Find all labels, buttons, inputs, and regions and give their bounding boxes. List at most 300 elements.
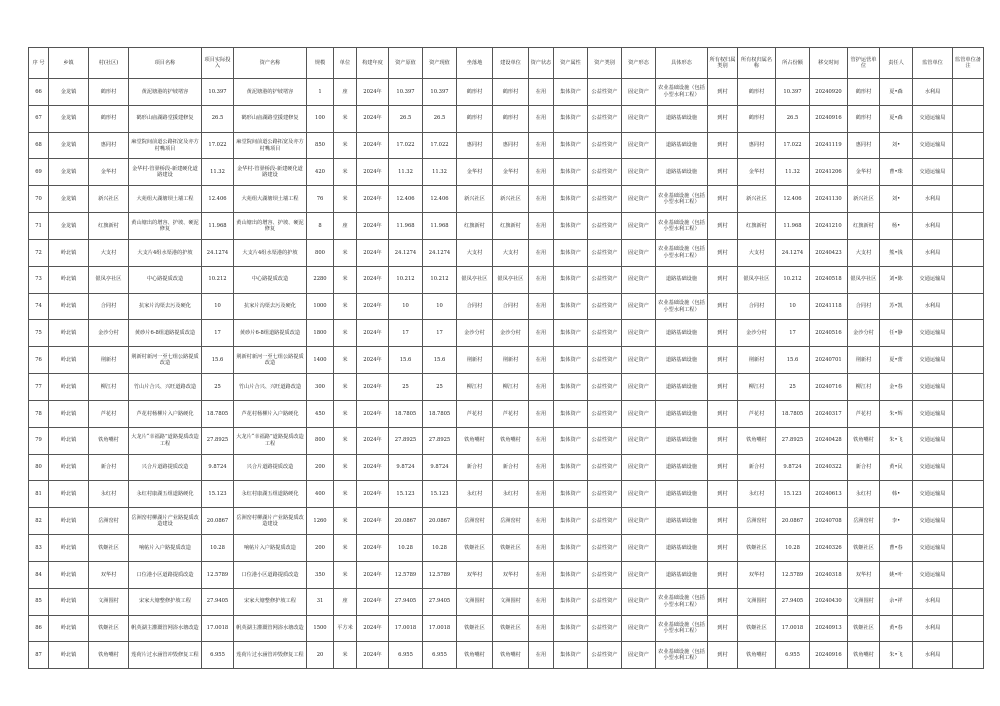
table-cell: 金华村-管驿桥段-新建硬化道路建设	[129, 159, 202, 186]
table-cell: 2280	[307, 266, 334, 293]
table-cell: 到村	[708, 454, 738, 481]
table-cell: 米	[334, 347, 357, 374]
table-cell: 米	[334, 320, 357, 347]
table-cell: 2024年	[357, 79, 389, 106]
table-cell: 芦花村	[457, 400, 493, 427]
table-cell: 到村	[708, 293, 738, 320]
table-cell: 在用	[529, 508, 554, 535]
table-cell: 水利局	[913, 213, 953, 240]
table-cell: 公益性资产	[588, 293, 622, 320]
table-cell: 帆英湖主灌溉管网浴水塘改造	[234, 615, 307, 642]
table-cell: 金龙镇	[49, 105, 89, 132]
table-cell: 银凤亭社区	[493, 266, 529, 293]
table-cell: 17	[389, 320, 423, 347]
table-cell: 新兴社区	[493, 186, 529, 213]
table-cell: 在用	[529, 320, 554, 347]
table-cell: 10.28	[202, 535, 234, 562]
table-cell: 集体资产	[554, 588, 588, 615]
table-cell: 18.7805	[202, 400, 234, 427]
table-cell: 金华村	[457, 159, 493, 186]
table-cell: 铁姬社区	[493, 535, 529, 562]
table-cell: 20241119	[810, 132, 848, 159]
table-cell: 铁姬社区	[738, 535, 776, 562]
column-header: 项目实际投入	[202, 48, 234, 79]
table-cell: 100	[307, 105, 334, 132]
table-cell: 20241210	[810, 213, 848, 240]
table-cell: 座	[334, 588, 357, 615]
table-cell: 农业基础设施（包括小型水利工程）	[656, 239, 708, 266]
table-cell: 75	[29, 320, 49, 347]
table-cell: 70	[29, 186, 49, 213]
column-header: 规模	[307, 48, 334, 79]
table-cell	[953, 588, 984, 615]
table-cell	[953, 239, 984, 266]
table-cell: 集体资产	[554, 186, 588, 213]
table-cell: 银凤亭社区	[89, 266, 129, 293]
table-cell: 300	[307, 374, 334, 401]
table-cell: 新兴社区	[89, 186, 129, 213]
table-cell: 12.406	[202, 186, 234, 213]
table-cell: 73	[29, 266, 49, 293]
table-cell: 固定资产	[622, 266, 656, 293]
table-cell: 帆英湖主灌溉管网浴水塘改造	[129, 615, 202, 642]
table-cell	[953, 79, 984, 106]
table-cell: 24.1274	[202, 239, 234, 266]
table-cell: 交通运输局	[913, 374, 953, 401]
table-body	[29, 79, 984, 669]
table-cell: 在用	[529, 400, 554, 427]
table-cell: 新合村	[848, 454, 880, 481]
table-cell: 15.123	[202, 481, 234, 508]
table-cell: 银凤亭社区	[848, 266, 880, 293]
table-cell: 24.1274	[389, 239, 423, 266]
table-cell: 固定资产	[622, 508, 656, 535]
table-cell: 78	[29, 400, 49, 427]
table-cell: 水利局	[913, 186, 953, 213]
table-cell: 2024年	[357, 561, 389, 588]
table-cell: 固定资产	[622, 535, 656, 562]
table-cell: 20240423	[810, 239, 848, 266]
table-cell: 25	[776, 374, 810, 401]
table-cell: 8	[307, 213, 334, 240]
table-cell: 25	[389, 374, 423, 401]
table-cell: 固定资产	[622, 239, 656, 266]
table-cell: 集体资产	[554, 642, 588, 669]
table-cell: 12.5789	[202, 561, 234, 588]
table-cell: 双华村	[89, 561, 129, 588]
table-cell: 岭北镇	[49, 481, 89, 508]
table-cell: 道路基础设施	[656, 266, 708, 293]
table-cell: 20240516	[810, 320, 848, 347]
table-row	[29, 615, 984, 642]
table-cell: 在用	[529, 642, 554, 669]
table-cell: 岳洲窑村柳湖片产业路提质改造建设	[234, 508, 307, 535]
table-cell: 15.123	[423, 481, 457, 508]
table-cell: 10	[389, 293, 423, 320]
table-cell: 金龙镇	[49, 132, 89, 159]
table-cell: 永红村	[457, 481, 493, 508]
table-cell: 集体资产	[554, 615, 588, 642]
table-cell: 在用	[529, 239, 554, 266]
table-cell: 水利局	[913, 615, 953, 642]
table-cell: 金龙镇	[49, 186, 89, 213]
table-cell: 柳江村	[738, 374, 776, 401]
table-row	[29, 508, 984, 535]
table-cell: 在用	[529, 374, 554, 401]
table-cell: 17.022	[202, 132, 234, 159]
table-cell: 水利局	[913, 79, 953, 106]
table-cell: 杨•	[880, 213, 913, 240]
table-cell: 苏•凯	[880, 293, 913, 320]
table-cell: 道路基础设施	[656, 454, 708, 481]
table-cell: 铁角嘴村	[738, 642, 776, 669]
table-cell: 交通运输局	[913, 400, 953, 427]
table-cell: 公益性资产	[588, 427, 622, 454]
table-cell: 到村	[708, 427, 738, 454]
table-cell: 集体资产	[554, 266, 588, 293]
table-cell: 76	[29, 347, 49, 374]
table-row	[29, 400, 984, 427]
table-cell: 2024年	[357, 374, 389, 401]
table-cell	[953, 132, 984, 159]
table-cell: 20240430	[810, 588, 848, 615]
table-row	[29, 427, 984, 454]
table-cell: 莲荷片过水涵管冲毁修复工程	[129, 642, 202, 669]
table-cell: 200	[307, 535, 334, 562]
table-cell: 黄•春	[880, 615, 913, 642]
table-cell: 集体资产	[554, 159, 588, 186]
table-cell: 12.406	[389, 186, 423, 213]
table-cell: 在用	[529, 481, 554, 508]
table-cell: 双华村	[738, 561, 776, 588]
table-cell: 岳洲窑村柳湖片产业路提质改造建设	[129, 508, 202, 535]
table-cell: 中心路提质改造	[129, 266, 202, 293]
table-cell: 27.9405	[423, 588, 457, 615]
table-cell: 金沙分村	[89, 320, 129, 347]
table-cell: 米	[334, 239, 357, 266]
table-cell: 荆新村	[738, 347, 776, 374]
table-cell: 柳江村	[89, 374, 129, 401]
table-cell: 米	[334, 132, 357, 159]
table-cell: 2024年	[357, 159, 389, 186]
table-cell: 固定资产	[622, 561, 656, 588]
table-cell: 公益性资产	[588, 320, 622, 347]
table-cell: 2024年	[357, 400, 389, 427]
table-cell: 朱•飞	[880, 642, 913, 669]
table-cell: 宋家大塘整修护坡工程	[129, 588, 202, 615]
table-cell: 27.9405	[776, 588, 810, 615]
table-cell: 铁姬社区	[738, 615, 776, 642]
table-row	[29, 293, 984, 320]
table-cell: 在用	[529, 105, 554, 132]
table-cell: 道路基础设施	[656, 159, 708, 186]
table-cell: 交通运输局	[913, 427, 953, 454]
table-cell: 18.7805	[389, 400, 423, 427]
table-cell: 黄砂片6-8组道路提质改造	[129, 320, 202, 347]
table-cell: 在用	[529, 588, 554, 615]
table-cell: 20241130	[810, 186, 848, 213]
table-cell: 岭北镇	[49, 454, 89, 481]
table-cell: 集体资产	[554, 105, 588, 132]
column-header: 项目名称	[129, 48, 202, 79]
table-cell: 集体资产	[554, 320, 588, 347]
table-cell: 27.9405	[389, 588, 423, 615]
table-cell: 双华村	[457, 561, 493, 588]
table-cell: 6.955	[202, 642, 234, 669]
table-cell: 24.1274	[423, 239, 457, 266]
table-cell: 公益性资产	[588, 239, 622, 266]
table-row	[29, 266, 984, 293]
table-cell: 交通运输局	[913, 454, 953, 481]
table-cell: 固定资产	[622, 642, 656, 669]
table-cell: 米	[334, 186, 357, 213]
table-cell: 在用	[529, 213, 554, 240]
column-header: 所有权归属名称	[738, 48, 776, 79]
table-cell: 芦花村杨柳片入户路硬化	[234, 400, 307, 427]
column-header: 所占份额	[776, 48, 810, 79]
table-row	[29, 642, 984, 669]
table-cell: 鹤形村	[493, 105, 529, 132]
table-cell: 农业基础设施（包括小型水利工程）	[656, 79, 708, 106]
table-cell: 17	[423, 320, 457, 347]
table-cell: 公益性资产	[588, 508, 622, 535]
table-cell: 18.7805	[423, 400, 457, 427]
table-cell: 红旗新村	[738, 213, 776, 240]
table-cell: 农业基础设施（包括小型水利工程）	[656, 213, 708, 240]
table-cell: 余•祥	[880, 588, 913, 615]
table-cell: 鹤形村	[457, 105, 493, 132]
table-cell: 公益性资产	[588, 454, 622, 481]
table-cell: 集体资产	[554, 347, 588, 374]
table-cell: 曹•珠	[880, 159, 913, 186]
table-cell	[953, 320, 984, 347]
table-cell: 铁姬社区	[848, 615, 880, 642]
table-cell: 竹山片合兴、兴旺道路改造	[234, 374, 307, 401]
column-header: 监管单位备注	[953, 48, 984, 79]
table-cell: 鹤形山庙湖路堂援建修复	[129, 105, 202, 132]
table-cell: 新合村	[493, 454, 529, 481]
table-cell: 交通运输局	[913, 561, 953, 588]
table-cell: 10.212	[389, 266, 423, 293]
table-cell: 铁角嘴村	[738, 427, 776, 454]
table-cell: 固定资产	[622, 320, 656, 347]
table-cell: 公益性资产	[588, 481, 622, 508]
table-cell: 岭北镇	[49, 508, 89, 535]
table-cell: 到村	[708, 239, 738, 266]
table-cell: 到村	[708, 186, 738, 213]
table-cell: 道路基础设施	[656, 508, 708, 535]
table-cell: 抗家片沟渠去污及硬化	[129, 293, 202, 320]
table-cell: 27.8925	[389, 427, 423, 454]
table-cell	[953, 454, 984, 481]
table-cell: 芦花村	[89, 400, 129, 427]
table-cell: 岳洲窑村	[457, 508, 493, 535]
table-cell: 水利局	[913, 642, 953, 669]
column-header: 坐落地	[457, 48, 493, 79]
table-cell: 20.0867	[776, 508, 810, 535]
table-cell: 到村	[708, 588, 738, 615]
table-cell: 集体资产	[554, 454, 588, 481]
table-cell: 12.5789	[776, 561, 810, 588]
table-cell: 77	[29, 374, 49, 401]
table-cell: 荆新村	[457, 347, 493, 374]
table-cell: 米	[334, 642, 357, 669]
table-cell: 在用	[529, 132, 554, 159]
table-cell: 到村	[708, 132, 738, 159]
table-cell: 6.955	[389, 642, 423, 669]
table-cell: 12.406	[776, 186, 810, 213]
table-cell: 17.0018	[423, 615, 457, 642]
table-cell: 20240326	[810, 535, 848, 562]
table-cell: 15.6	[389, 347, 423, 374]
table-cell: 400	[307, 481, 334, 508]
table-cell: 到村	[708, 105, 738, 132]
table-row	[29, 239, 984, 266]
table-cell: 道路基础设施	[656, 374, 708, 401]
table-cell: 红旗新村	[89, 213, 129, 240]
table-cell: 铁角嘴村	[89, 427, 129, 454]
table-cell: 岳洲窑村	[89, 508, 129, 535]
table-cell: 27.8925	[423, 427, 457, 454]
table-cell: 鹤形村	[89, 79, 129, 106]
table-cell	[953, 615, 984, 642]
table-row	[29, 561, 984, 588]
table-cell: 道路基础设施	[656, 347, 708, 374]
table-cell: 农业基础设施（包括小型水利工程）	[656, 642, 708, 669]
table-cell	[953, 159, 984, 186]
table-cell	[953, 400, 984, 427]
table-cell: 鹤形村	[738, 79, 776, 106]
table-row	[29, 132, 984, 159]
table-cell: 黄泥塘港的护坡堵容	[129, 79, 202, 106]
table-cell: 17	[776, 320, 810, 347]
table-cell: 20240317	[810, 400, 848, 427]
table-row	[29, 347, 984, 374]
table-cell: 2024年	[357, 105, 389, 132]
table-cell: 米	[334, 400, 357, 427]
table-cell: 10.28	[776, 535, 810, 562]
table-cell: 10.397	[202, 79, 234, 106]
table-cell: 惠同村	[493, 132, 529, 159]
table-cell: 荆新村新河一至七组公路提质改造	[234, 347, 307, 374]
table-cell: 86	[29, 615, 49, 642]
table-cell: 岳洲窑村	[738, 508, 776, 535]
table-cell: 到村	[708, 320, 738, 347]
table-cell: 米	[334, 159, 357, 186]
column-header: 移交时间	[810, 48, 848, 79]
table-cell: 集体资产	[554, 561, 588, 588]
table-cell: 永红村	[738, 481, 776, 508]
table-cell: 20.0867	[423, 508, 457, 535]
table-cell: 20	[307, 642, 334, 669]
table-cell: 新合村	[89, 454, 129, 481]
table-cell: 柳江村	[457, 374, 493, 401]
table-cell	[953, 508, 984, 535]
table-cell: 中心路提质改造	[234, 266, 307, 293]
table-cell: 金沙分村	[493, 320, 529, 347]
table-cell: 岭北镇	[49, 239, 89, 266]
table-cell: 米	[334, 454, 357, 481]
table-cell: 鹤形村	[457, 79, 493, 106]
table-cell: 20240701	[810, 347, 848, 374]
table-cell: 10.397	[389, 79, 423, 106]
table-cell: 固定资产	[622, 347, 656, 374]
table-row	[29, 374, 984, 401]
table-cell: 朱•飞	[880, 427, 913, 454]
table-cell: 金华村	[848, 159, 880, 186]
table-cell	[953, 213, 984, 240]
table-cell: 15.6	[423, 347, 457, 374]
table-cell	[953, 481, 984, 508]
table-cell: 25	[202, 374, 234, 401]
table-cell: 1000	[307, 293, 334, 320]
table-cell: 合同村	[493, 293, 529, 320]
table-cell: 荆新村	[89, 347, 129, 374]
table-cell: 米	[334, 481, 357, 508]
table-cell: 2024年	[357, 186, 389, 213]
table-cell: 黄山塘出的增容、护坡、硬泥修复	[129, 213, 202, 240]
table-cell: 10	[423, 293, 457, 320]
table-cell: 到村	[708, 374, 738, 401]
table-cell: 芦花村杨柳片入户路硬化	[129, 400, 202, 427]
table-cell: 鹤形村	[738, 105, 776, 132]
table-cell: 20240518	[810, 266, 848, 293]
table-cell: 20240916	[810, 642, 848, 669]
table-cell: 1800	[307, 320, 334, 347]
table-cell: 鹤形村	[89, 105, 129, 132]
table-cell: 10.212	[776, 266, 810, 293]
table-cell: 在用	[529, 347, 554, 374]
table-cell: 新兴社区	[738, 186, 776, 213]
table-cell: 铁姬社区	[493, 615, 529, 642]
table-cell: 永红村	[493, 481, 529, 508]
table-cell: 兴合片道路提质改造	[234, 454, 307, 481]
table-cell: 大苑组大湖塘坝土墙工程	[129, 186, 202, 213]
table-cell: 到村	[708, 561, 738, 588]
table-cell: 座	[334, 213, 357, 240]
table-cell: 9.8724	[423, 454, 457, 481]
table-cell: 20240322	[810, 454, 848, 481]
table-cell: 合同村	[457, 293, 493, 320]
table-cell: 岭北镇	[49, 347, 89, 374]
table-cell: 惠同村	[848, 132, 880, 159]
table-cell: 文洲围村	[89, 588, 129, 615]
table-cell: 交通运输局	[913, 266, 953, 293]
table-cell: 公益性资产	[588, 642, 622, 669]
table-cell: 金龙镇	[49, 213, 89, 240]
table-cell: 交通运输局	[913, 105, 953, 132]
table-cell: 到村	[708, 266, 738, 293]
table-cell: 公益性资产	[588, 588, 622, 615]
column-header: 所有权归属类别	[708, 48, 738, 79]
table-cell: 2024年	[357, 132, 389, 159]
table-cell: 平方米	[334, 615, 357, 642]
table-cell: 26.5	[202, 105, 234, 132]
table-cell: 18.7805	[776, 400, 810, 427]
table-cell: 到村	[708, 347, 738, 374]
table-row	[29, 159, 984, 186]
table-cell: 农业基础设施（包括小型水利工程）	[656, 186, 708, 213]
column-header: 管护运营单位	[848, 48, 880, 79]
table-cell: 12.5789	[389, 561, 423, 588]
table-cell: 新合村	[457, 454, 493, 481]
table-cell: 岭北镇	[49, 427, 89, 454]
table-cell: 20240318	[810, 561, 848, 588]
table-cell: 固定资产	[622, 159, 656, 186]
table-cell: 420	[307, 159, 334, 186]
table-cell: 柳江村	[493, 374, 529, 401]
table-cell: 6.955	[776, 642, 810, 669]
